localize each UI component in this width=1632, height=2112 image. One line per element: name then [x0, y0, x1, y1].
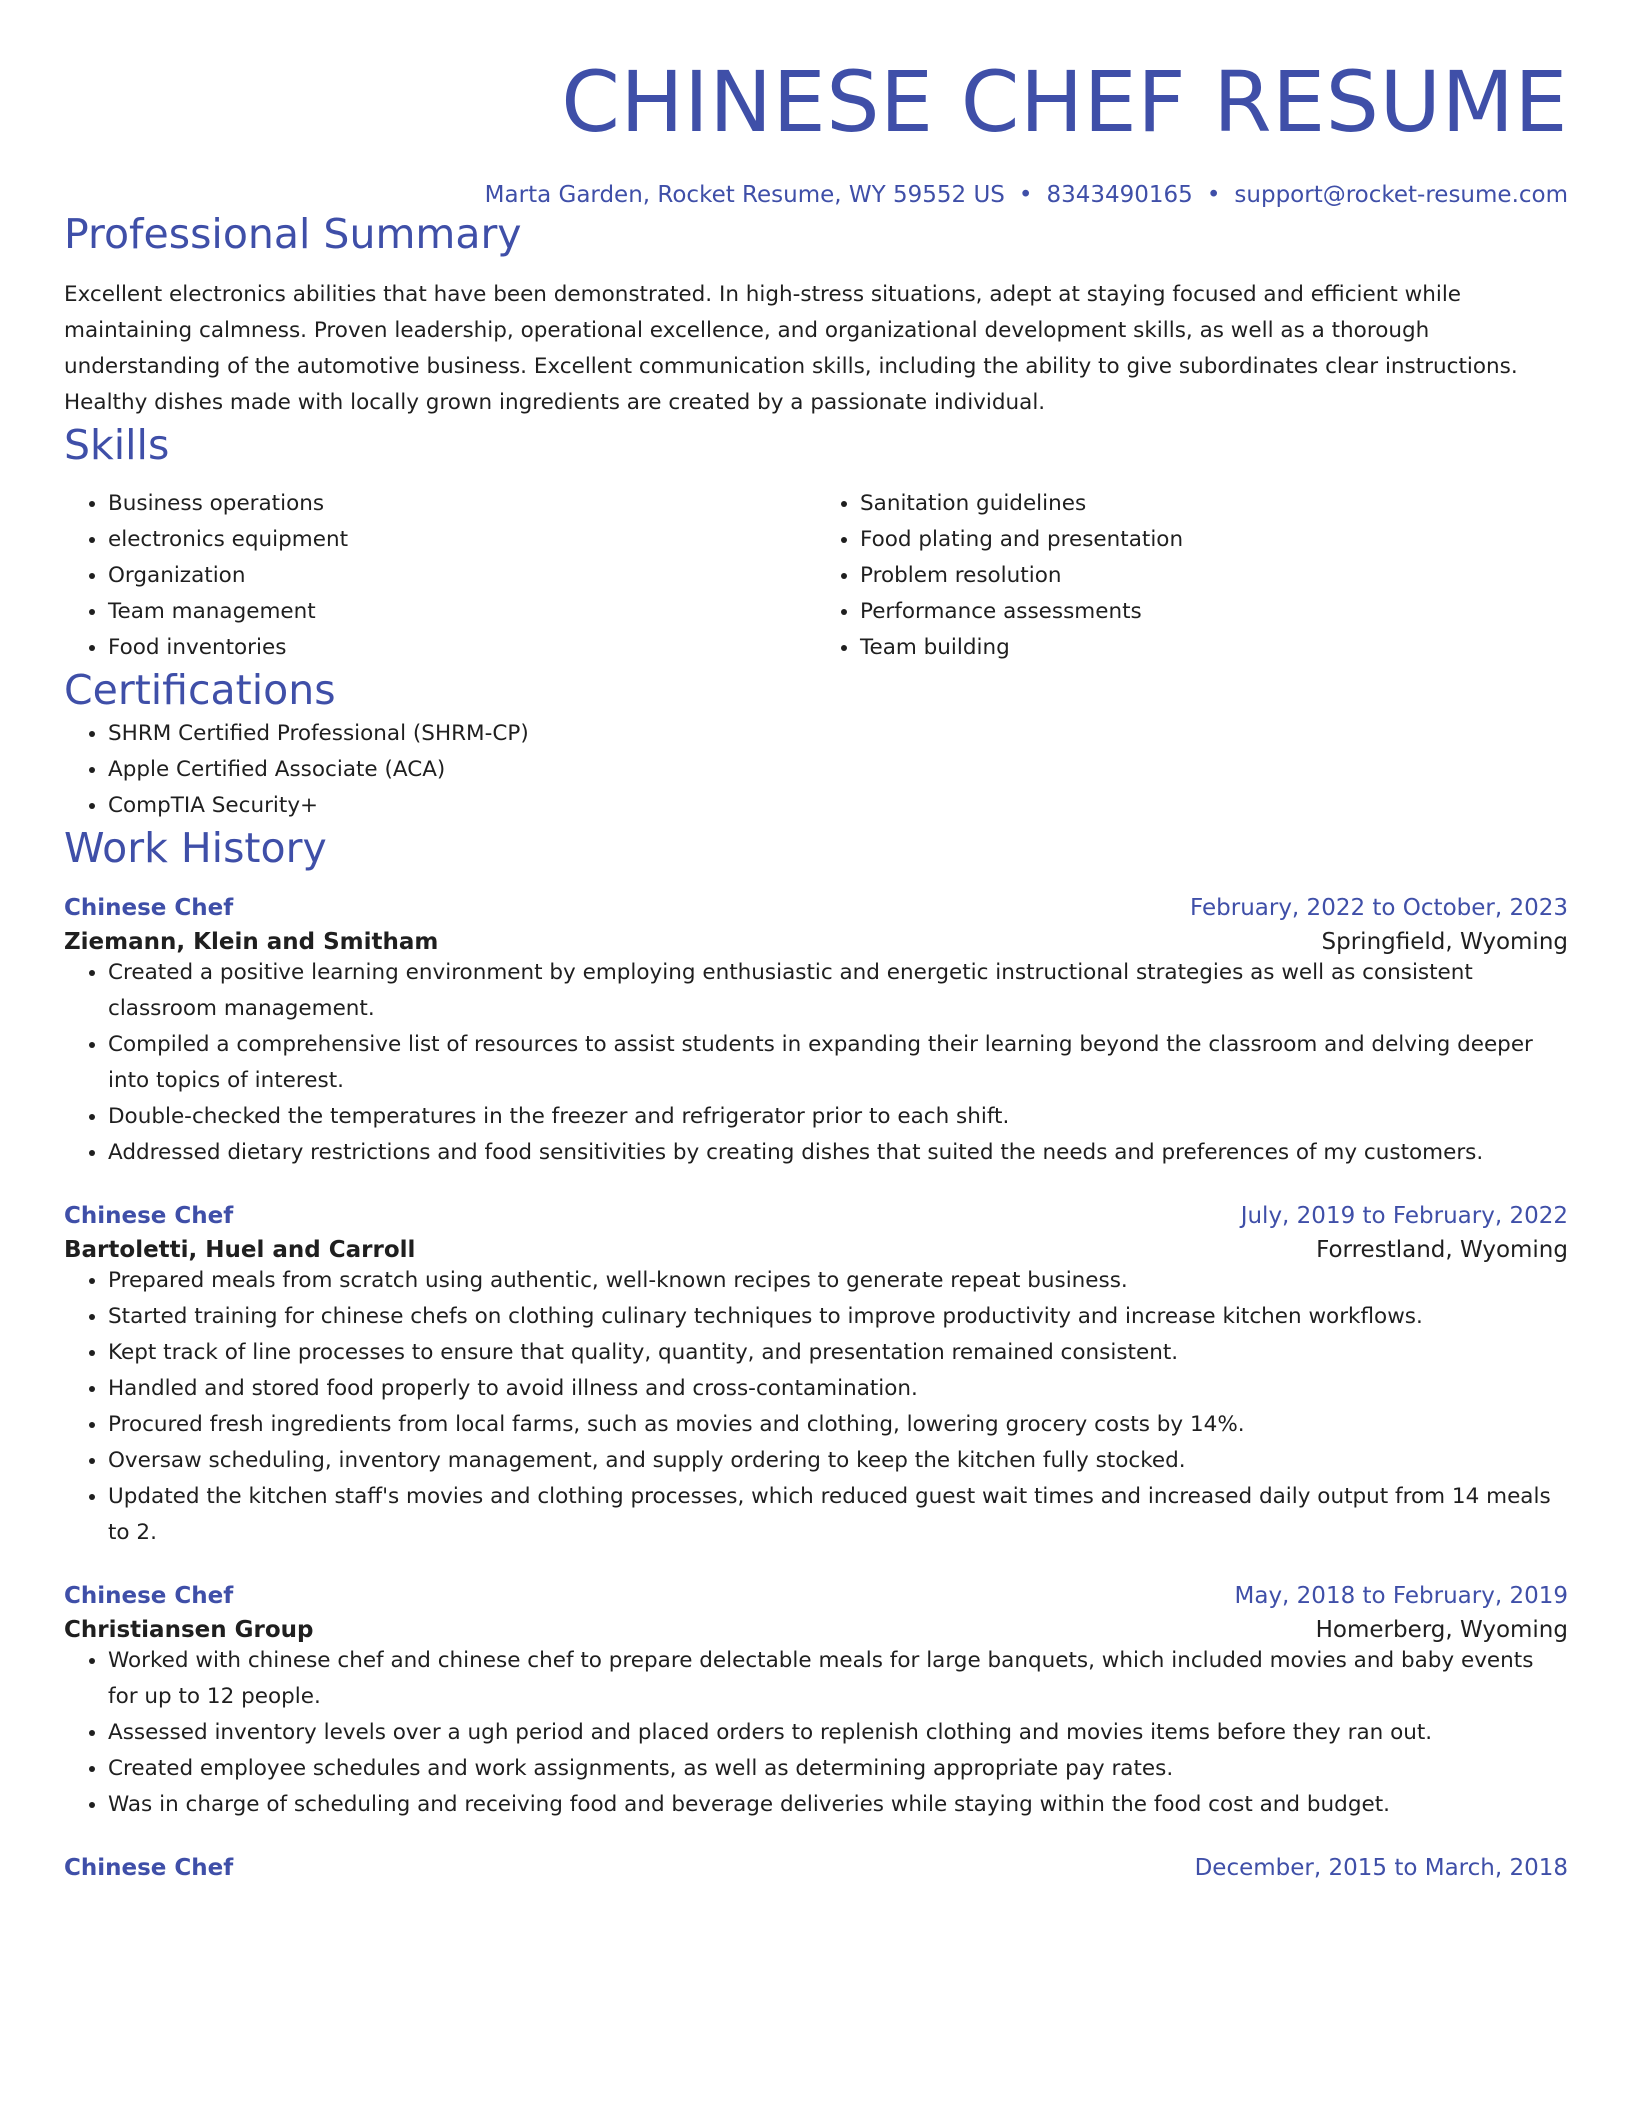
job-bullet: • Created employee schedules and work assignments, as well as determining appropriate pay rates. — [108, 1751, 1568, 1787]
certifications-heading: Certifications — [64, 666, 336, 715]
job-dates: December, 2015 to March, 2018 — [1194, 1854, 1568, 1881]
certification-item: • CompTIA Security+ — [108, 788, 1568, 824]
job-bullets — [64, 1643, 1568, 1823]
job-header-row — [64, 1203, 1568, 1229]
job-header-row — [64, 1855, 1568, 1881]
job-header-row — [64, 1583, 1568, 1609]
contact-email[interactable]: support@rocket-resume.com — [1234, 182, 1568, 209]
work-history-heading: Work History — [64, 823, 327, 872]
contact-address: Marta Garden, Rocket Resume, WY 59552 US — [484, 182, 1005, 209]
job-bullet: • Handled and stored food properly to avoid illness and cross-contamination. — [108, 1371, 1568, 1407]
job-bullet: • Prepared meals from scratch using authentic, well-known recipes to generate repeat business. — [108, 1263, 1568, 1299]
job-bullet: • Updated the kitchen staff's movies and clothing processes, which reduced guest wait times and increased daily output from 14 meals to 2. — [108, 1479, 1568, 1551]
skill-item: • Team management — [108, 594, 816, 630]
job-dates: July, 2019 to February, 2022 — [1240, 1202, 1568, 1229]
job-company: Ziemann, Klein and Smitham — [64, 928, 439, 955]
job-title: Chinese Chef — [64, 894, 234, 921]
job-bullet: • Worked with chinese chef and chinese chef to prepare delectable meals for large banquets, which included movies and baby events for up to 12 people. — [108, 1643, 1568, 1715]
job-company: Bartoletti, Huel and Carroll — [64, 1236, 416, 1263]
skill-item: • Team building — [860, 630, 1568, 666]
contact-phone: 8343490165 — [1046, 182, 1193, 209]
job-header-row — [64, 895, 1568, 921]
job-bullet: • Assessed inventory levels over a ugh period and placed orders to replenish clothing and movies items before they ran out. — [108, 1715, 1568, 1751]
skill-item: • Performance assessments — [860, 594, 1568, 630]
job-bullet: • Oversaw scheduling, inventory management, and supply ordering to keep the kitchen fully stocked. — [108, 1443, 1568, 1479]
skill-item: • electronics equipment — [108, 522, 816, 558]
job-location: Springfield, Wyoming — [1321, 928, 1568, 955]
certification-item: • Apple Certified Associate (ACA) — [108, 752, 1568, 788]
job-dates: February, 2022 to October, 2023 — [1190, 894, 1568, 921]
certifications-list — [64, 716, 1568, 824]
skills-grid — [64, 486, 1568, 666]
job-bullet: • Started training for chinese chefs on clothing culinary techniques to improve productivity and increase kitchen workflows. — [108, 1299, 1568, 1335]
job-bullet: • Procured fresh ingredients from local farms, such as movies and clothing, lowering grocery costs by 14%. — [108, 1407, 1568, 1443]
skill-item: • Business operations — [108, 486, 816, 522]
skill-item: • Problem resolution — [860, 558, 1568, 594]
job-company: Christiansen Group — [64, 1616, 314, 1643]
skill-item: • Food plating and presentation — [860, 522, 1568, 558]
contact-separator: • — [1206, 182, 1221, 209]
job-bullets — [64, 1263, 1568, 1551]
job-bullet: • Created a positive learning environment by employing enthusiastic and energetic instructional strategies as well as consistent classroom management. — [108, 955, 1568, 1027]
job-bullet: • Addressed dietary restrictions and food sensitivities by creating dishes that suited the needs and preferences of my customers. — [108, 1135, 1568, 1171]
job-company-row — [64, 1617, 1568, 1643]
job-entry — [64, 895, 1568, 1171]
contact-line — [64, 182, 1568, 210]
job-title: Chinese Chef — [64, 1582, 234, 1609]
job-location: Homerberg, Wyoming — [1315, 1616, 1568, 1643]
resume-title: CHINESE CHEF RESUME — [561, 53, 1568, 151]
skills-list-right — [816, 486, 1568, 666]
skills-heading: Skills — [64, 421, 170, 470]
job-entry — [64, 1855, 1568, 1881]
job-company-row — [64, 1237, 1568, 1263]
job-location: Forrestland, Wyoming — [1316, 1236, 1568, 1263]
job-bullet: • Compiled a comprehensive list of resources to assist students in expanding their learning beyond the classroom and delving deeper into topics of interest. — [108, 1027, 1568, 1099]
skill-item: • Sanitation guidelines — [860, 486, 1568, 522]
job-bullets — [64, 955, 1568, 1171]
job-entry — [64, 1583, 1568, 1823]
job-bullet: • Double-checked the temperatures in the freezer and refrigerator prior to each shift. — [108, 1099, 1568, 1135]
job-company-row — [64, 929, 1568, 955]
summary-heading: Professional Summary — [64, 209, 522, 258]
contact-separator: • — [1018, 182, 1033, 209]
certification-item: • SHRM Certified Professional (SHRM-CP) — [108, 716, 1568, 752]
job-bullet: • Kept track of line processes to ensure that quality, quantity, and presentation remained consistent. — [108, 1335, 1568, 1371]
skill-item: • Organization — [108, 558, 816, 594]
job-dates: May, 2018 to February, 2019 — [1234, 1582, 1568, 1609]
skill-item: • Food inventories — [108, 630, 816, 666]
summary-text: Excellent electronics abilities that have been demonstrated. In high-stress situations, adept at staying focused and efficient while maintaining calmness. Proven leadership, operational excellence, and organizational development skills, as well as a thorough understanding of the automotive business. Excellent communication skills, including the ability to give subordinates clear instructions. Healthy dishes made with locally grown ingredients are created by a passionate individual. — [64, 282, 1518, 416]
resume-page — [64, 0, 1568, 1881]
job-bullet: • Was in charge of scheduling and receiving food and beverage deliveries while staying within the food cost and budget. — [108, 1787, 1568, 1823]
job-title: Chinese Chef — [64, 1854, 234, 1881]
job-entry — [64, 1203, 1568, 1551]
job-title: Chinese Chef — [64, 1202, 234, 1229]
skills-list-left — [64, 486, 816, 666]
